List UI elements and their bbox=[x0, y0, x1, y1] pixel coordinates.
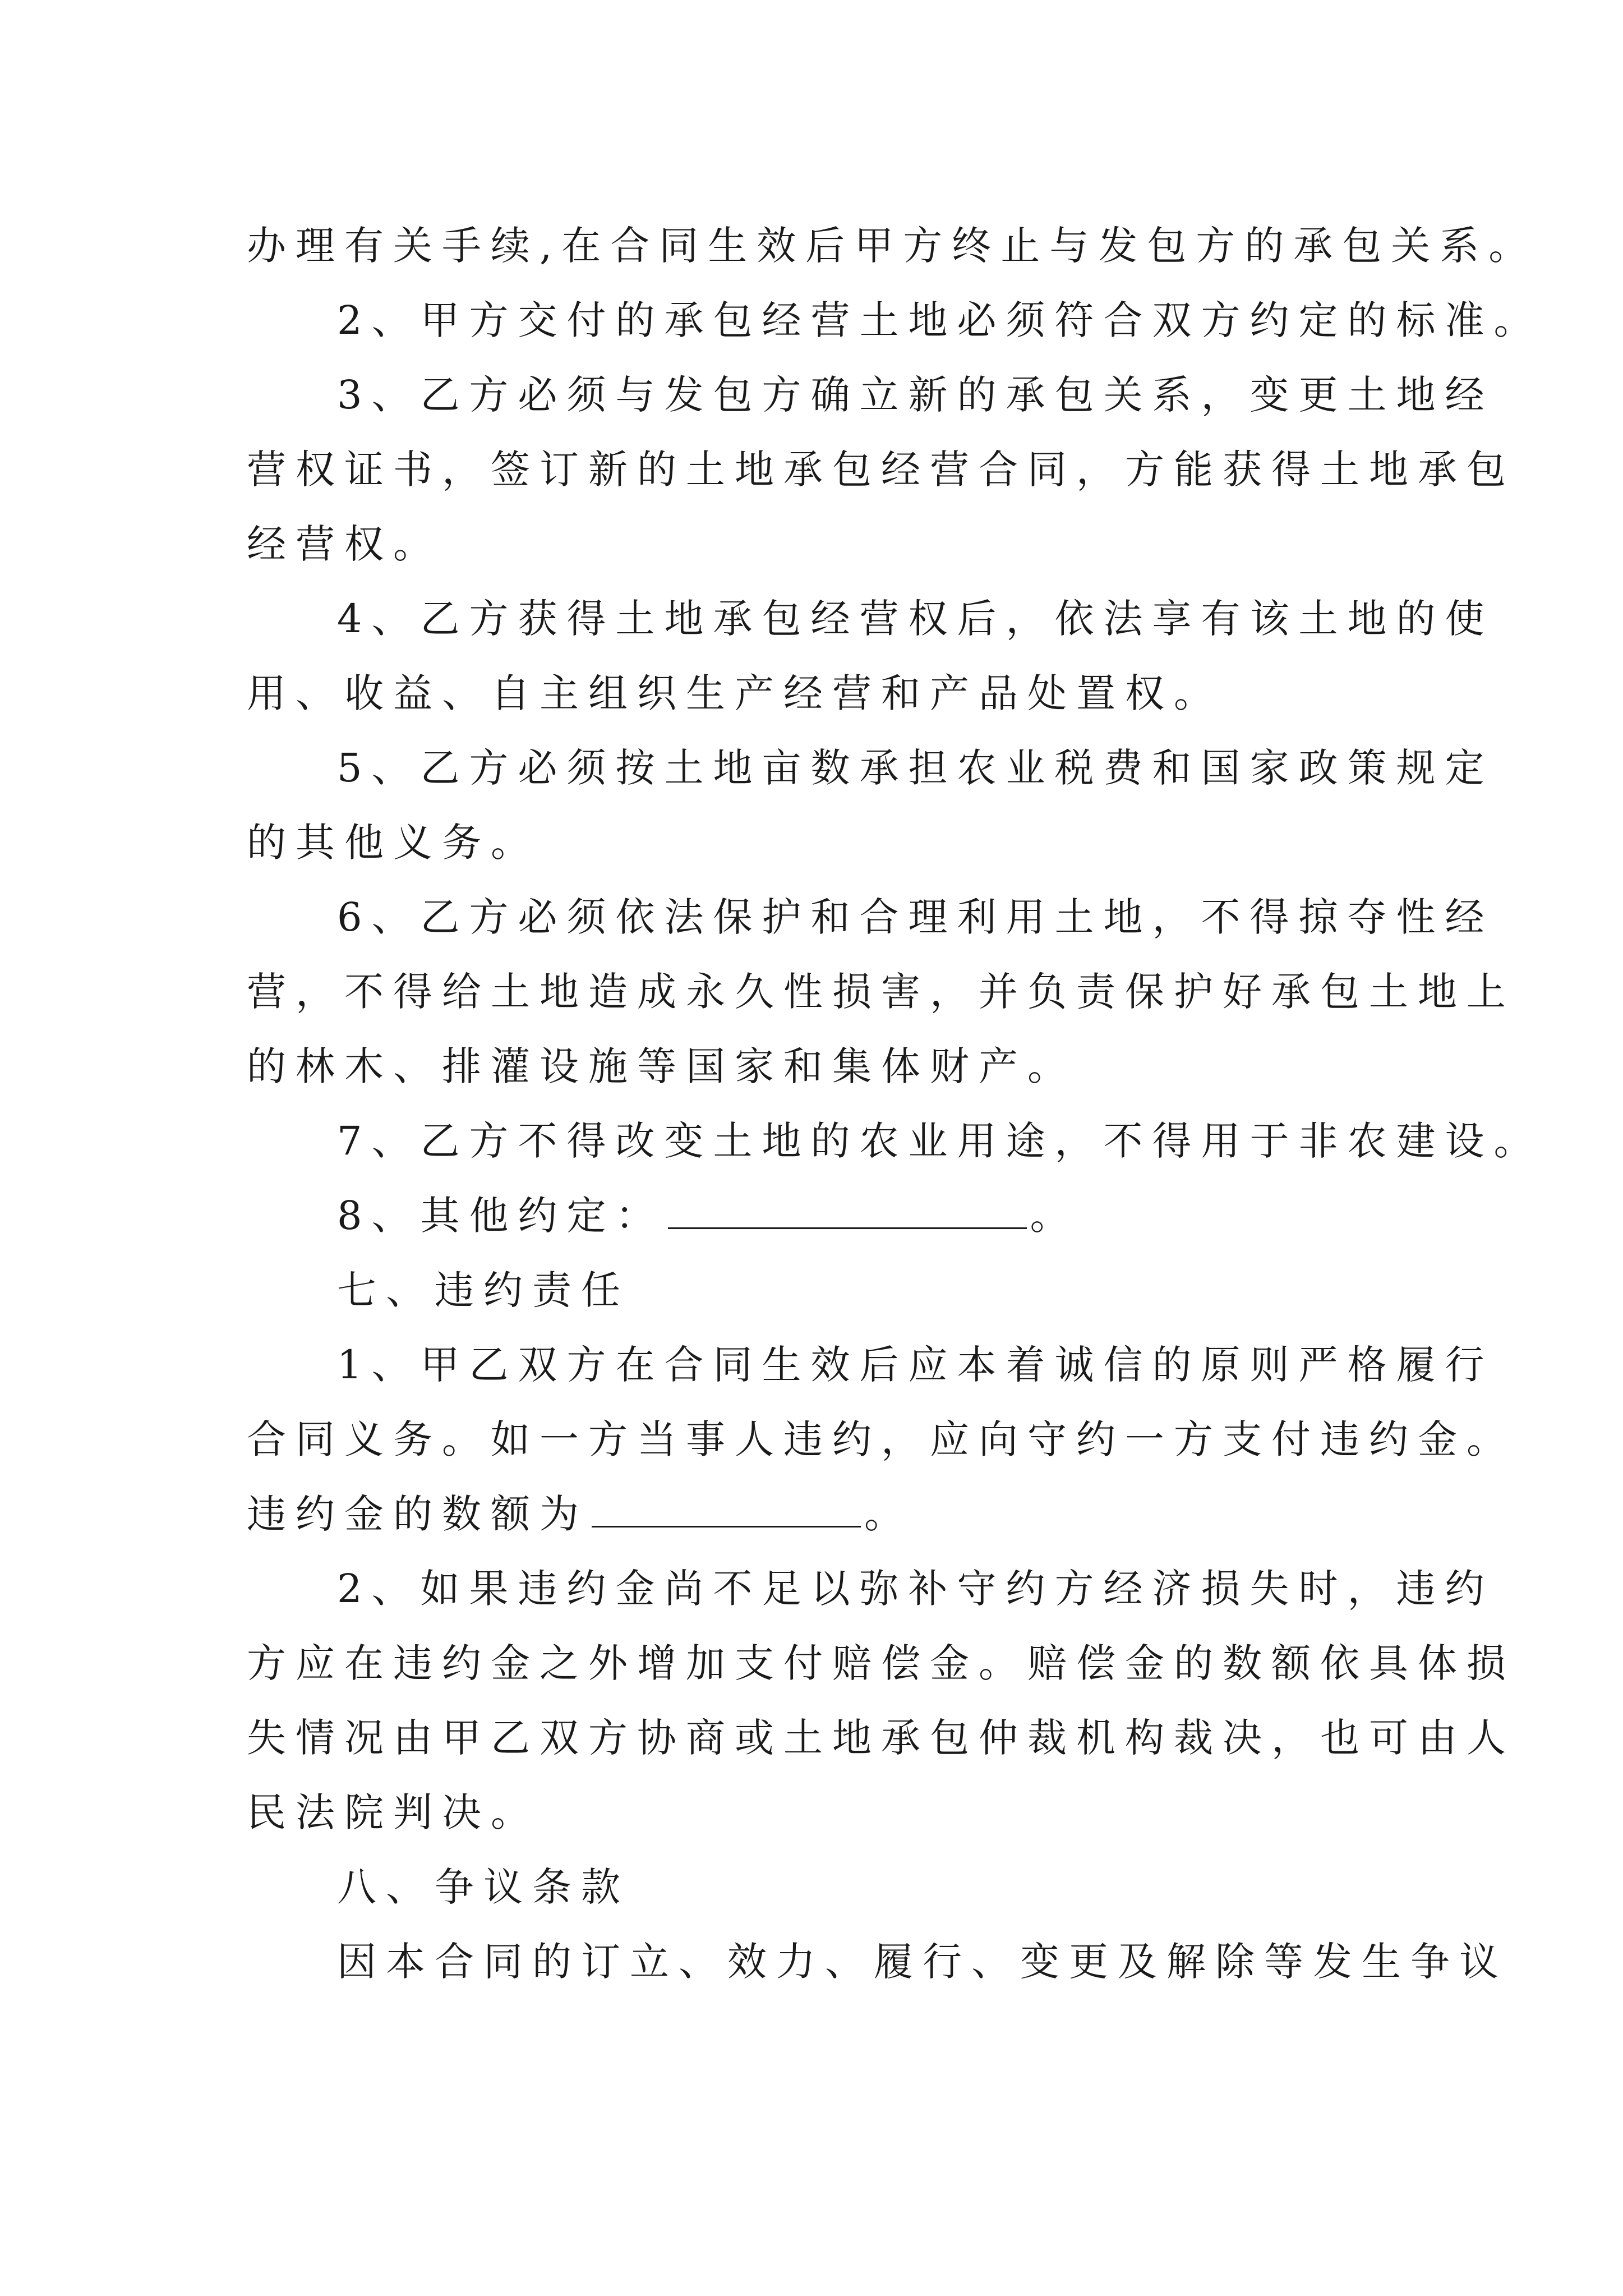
penalty-amount-line bbox=[247, 1477, 1424, 1552]
paragraph-line: 5、乙方必须按土地亩数承担农业税费和国家政策规定 bbox=[337, 745, 1494, 791]
paragraph-line: 办理有关手续,在合同生效后甲方终止与发包方的承包关系。 bbox=[247, 223, 1538, 269]
other-agreement-blank[interactable] bbox=[668, 1194, 1027, 1229]
period-mark: 。 bbox=[1030, 1193, 1079, 1239]
paragraph-line: 3、乙方必须与发包方确立新的承包关系，变更土地经 bbox=[337, 372, 1494, 418]
paragraph-line: 1、甲乙双方在合同生效后应本着诚信的原则严格履行 bbox=[337, 1342, 1494, 1388]
paragraph-line: 的林木、排灌设施等国家和集体财产。 bbox=[247, 1043, 1076, 1089]
penalty-amount-label: 违约金的数额为 bbox=[247, 1491, 588, 1537]
paragraph-line: 4、乙方获得土地承包经营权后，依法享有该土地的使 bbox=[337, 596, 1494, 642]
section-heading: 八、争议条款 bbox=[337, 1864, 630, 1910]
paragraph-line: 合同义务。如一方当事人违约，应向守约一方支付违约金。 bbox=[247, 1416, 1515, 1462]
other-agreement-label: 8、其他约定： bbox=[337, 1193, 665, 1239]
period-mark: 。 bbox=[864, 1491, 913, 1537]
paragraph-line: 的其他义务。 bbox=[247, 820, 540, 866]
paragraph-line: 失情况由甲乙双方协商或土地承包仲裁机构裁决，也可由人 bbox=[247, 1715, 1515, 1761]
document-body bbox=[247, 209, 1543, 1999]
paragraph-line: 营权证书，签订新的土地承包经营合同，方能获得土地承包 bbox=[247, 447, 1515, 493]
section-heading: 七、违约责任 bbox=[337, 1267, 630, 1313]
paragraph-line: 2、甲方交付的承包经营土地必须符合双方约定的标准。 bbox=[337, 297, 1543, 343]
paragraph-line: 2、如果违约金尚不足以弥补守约方经济损失时，违约 bbox=[337, 1566, 1494, 1612]
paragraph-line: 6、乙方必须依法保护和合理利用土地，不得掠夺性经 bbox=[337, 894, 1494, 940]
paragraph-line: 营，不得给土地造成永久性损害，并负责保护好承包土地上 bbox=[247, 969, 1515, 1015]
paragraph-line: 用、收益、自主组织生产经营和产品处置权。 bbox=[247, 670, 1223, 716]
paragraph-line: 方应在违约金之外增加支付赔偿金。赔偿金的数额依具体损 bbox=[247, 1640, 1515, 1686]
penalty-amount-blank[interactable] bbox=[592, 1492, 861, 1527]
paragraph-line: 7、乙方不得改变土地的农业用途，不得用于非农建设。 bbox=[337, 1118, 1543, 1164]
paragraph-line: 民法院判决。 bbox=[247, 1789, 540, 1835]
paragraph-line: 经营权。 bbox=[247, 521, 442, 567]
other-agreement-line bbox=[247, 1179, 1424, 1253]
paragraph-line: 因本合同的订立、效力、履行、变更及解除等发生争议 bbox=[337, 1939, 1508, 1985]
